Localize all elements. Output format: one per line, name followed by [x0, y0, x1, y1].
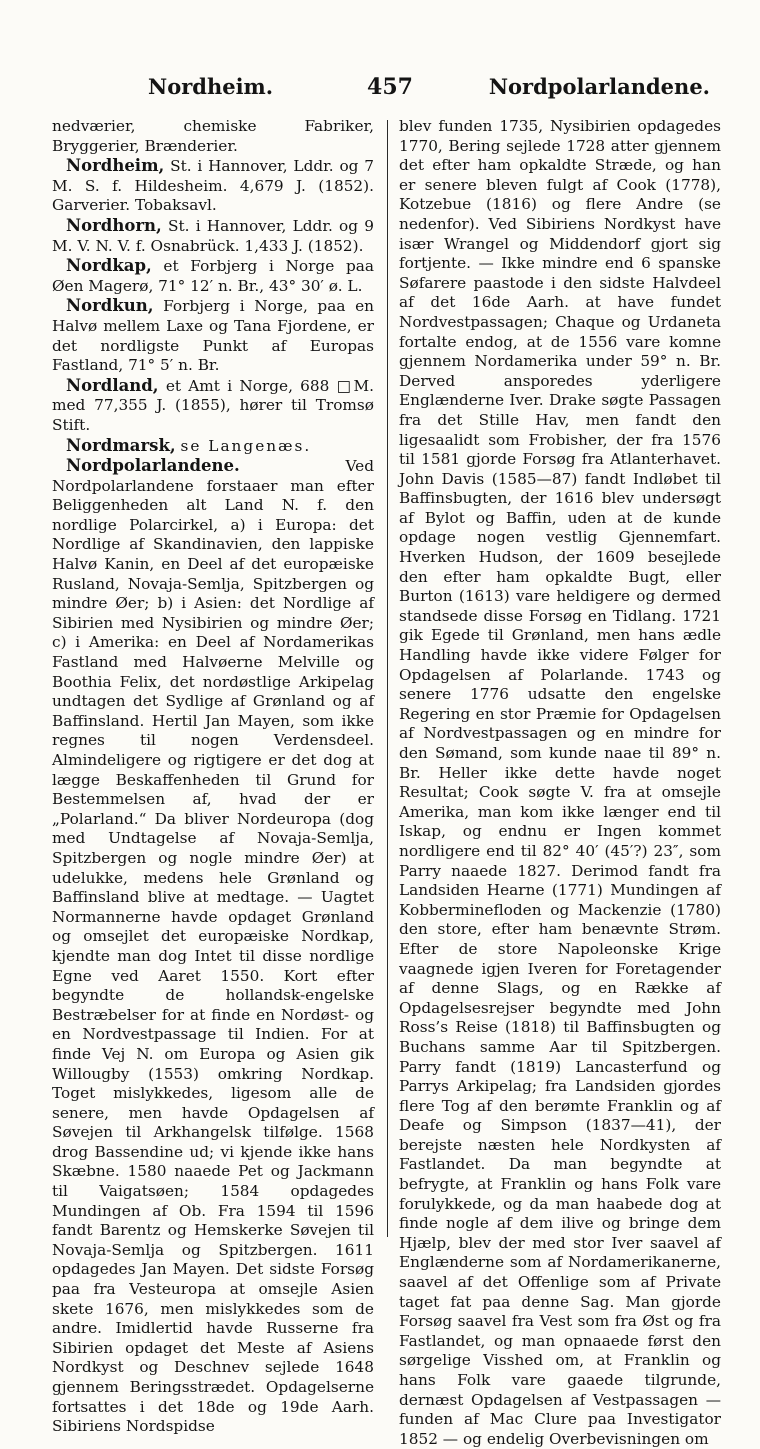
- entry-nordmarsk: [52, 436, 374, 457]
- entry-text: et Amt i Norge, 688 □M. med 77,355 J. (1855), hører til Tromsø Stift.: [52, 376, 374, 434]
- headword: Nordkun,: [66, 296, 154, 316]
- entry-continuation: blev funden 1735, Nysibirien opdagedes 1770, Bering sejlede 1728 atter gjennem det efter ham opkaldte Stræde, og han er senere bleven fulgt af Cook (1778), Kotzebue (1816) og flere Andre (se nedenfor). Ved Sibiriens Nordkyst have især Wrangel og Middendorf gjort sig fortjente. — Ikke mindre end 6 spanske Søfarere paastode i den sidste Halvdeel af det 16de Aarh. at have fundet Nordvestpassagen; Chaque og Urdaneta fortalte endog, at de 1556 vare komne gjennem Nordamerika under 59° n. Br. Derved ansporedes yderligere Englænderne Iver. Drake søgte Passagen fra det Stille Hav, men fandt den ligesaalidt som Frobisher, der fra 1576 til 1581 gjorde Forsøg fra Atlanterhavet. John Davis (1585—87) fandt Indløbet til Baffinsbugten, der 1616 blev undersøgt af Bylot og Baffin, uden at de kunde opdage nogen vestlig Gjennemfart. Hverken Hudson, der 1609 besejlede den efter ham opkaldte Bugt, eller Burton (1613) vare heldigere og dermed standsede disse Forsøg en Tidlang. 1721 gik Egede til Grønland, men hans ædle Handling havde ikke videre Følger for Opdagelsen af Polarlande. 1743 og senere 1776 udsatte den engelske Regering en stor Præmie for Opdagelsen af Nordvestpassagen og en mindre for den Sømand, som kunde naae til 89° n. Br. Heller ikke dette havde noget Resultat; Cook søgte V. fra at omsejle Amerika, man kom ikke længer end til Iskap, og endnu er Ingen kommet nordligere end til 82° 40′ (45′?) 23″, som Parry naaede 1827. Derimod fandt fra Landsiden Hearne (1771) Mundingen af Kobberminefloden og Mackenzie (1780) den store, efter ham benævnte Strøm. Efter de store Napoleonske Krige vaagnede igjen Iveren for Foretagender af denne Slags, og en Række af Opdagelsesrejser begyndte med John Ross’s Reise (1818) til Baffinsbugten og Buchans samme Aar til Spitzbergen. Parry fandt (1819) Lancasterfund og Parrys Arkipelag; fra Landsiden gjordes flere Tog af den berømte Franklin og af Deafe og Simpson (1837—41), der berejste næsten hele Nordkysten af Fastlandet. Da man begyndte at befrygte, at Franklin og hans Folk vare forulykkede, og da man haabede dog at finde nogle af dem ilive og bringe dem Hjælp, blev der med stor Iver saavel af Englænderne som af Nordamerikanerne, saavel af det Offenlige som af Private taget fat paa denne Sag. Man gjorde Forsøg saavel fra Vest som fra Øst og fra Fastlandet, og man opnaaede først den sørgelige Visshed om, at Franklin og hans Folk vare gaaede tilgrunde, dernæst Opdagelsen af Vestpassagen — funden af Mac Clure paa Investigator 1852 — og endelig Overbevisningen om: [399, 117, 721, 1448]
- column-divider: [387, 120, 388, 1237]
- entry-text: et Forbjerg i Norge paa Øen Magerø, 71° 12′ n. Br., 43° 30′ ø. L.: [52, 257, 374, 295]
- entry-nordpolarlandene: [52, 456, 374, 1437]
- headword: Nordheim,: [66, 156, 165, 176]
- page-number: 457: [367, 74, 413, 100]
- entry-nordkap: [52, 256, 374, 296]
- headword: Nordpolarlandene.: [66, 456, 240, 476]
- left-column: [52, 117, 374, 1437]
- headword: Nordhorn,: [66, 215, 162, 235]
- entry-nordland: [52, 376, 374, 436]
- entry-continuation: [52, 117, 374, 156]
- running-head-right: Nordpolarlandene.: [488, 74, 710, 99]
- entry-text: se Langenæs.: [180, 436, 312, 455]
- page-header: [60, 74, 720, 108]
- entry-text: St. i Hannover, Lddr. og 9 M. V. N. V. f. Osnabrück. 1,433 J. (1852).: [52, 216, 374, 255]
- entry-text: St. i Hannover, Lddr. og 7 M. S. f. Hildesheim. 4,679 J. (1852). Garverier. Tobaksavl.: [52, 157, 374, 215]
- entry-text: Forbjerg i Norge, paa en Halvø mellem Laxe og Tana Fjordene, er det nordligste Punkt af Europas Fastland, 71° 5′ n. Br.: [52, 297, 374, 375]
- headword: Nordkap,: [66, 256, 152, 276]
- entry-nordhorn: [52, 216, 374, 256]
- running-head-left: Nordheim.: [148, 74, 274, 99]
- headword: Nordland,: [66, 375, 159, 395]
- entry-text: nedværier, chemiske Fabriker, Bryggerier, Brænderier.: [52, 117, 374, 155]
- entry-nordkun: [52, 296, 374, 375]
- right-column: [399, 117, 721, 1449]
- entry-nordheim: [52, 156, 374, 216]
- headword: Nordmarsk,: [66, 435, 176, 455]
- entry-text: Ved Nordpolarlandene forstaaer man efter Beliggenheden alt Land N. f. den nordlige Polarcirkel, a) i Europa: det Nordlige af Skandinavien, den lappiske Halvø Kanin, en Deel af det europæiske Rusland, Novaja-Semlja, Spitzbergen og mindre Øer; b) i Asien: det Nordlige af Sibirien med Nysibirien og mindre Øer; c) i Amerika: en Deel af Nordamerikas Fastland med Halvøerne Melville og Boothia Felix, det nordøstlige Arkipelag undtagen det Sydlige af Grønland og af Baffinsland. Hertil Jan Mayen, som ikke regnes til nogen Verdensdeel. Almindeligere og rigtigere er det dog at lægge Beskaffenheden til Grund for Bestemmelsen af, hvad der er „Polarland.“ Da bliver Nordeuropa (dog med Undtagelse af Novaja-Semlja, Spitzbergen og nogle mindre Øer) at udelukke, medens hele Grønland og Baffinsland blive at medtage. — Uagtet Normannerne havde opdaget Grønland og omsejlet det europæiske Nordkap, kjendte man dog Intet til disse nordlige Egne ved Aaret 1550. Kort efter begyndte de hollandsk-engelske Bestræbelser for at finde en Nordøst- og en Nordvestpassage til Indien. For at finde Vej N. om Europa og Asien gik Willougby (1553) omkring Nordkap. Toget mislykkedes, ligesom alle de senere, men havde Opdagelsen af Søvejen til Arkhangelsk tilfølge. 1568 drog Bassendine ud; vi kjende ikke hans Skæbne. 1580 naaede Pet og Jackmann til Vaigatsøen; 1584 opdagedes Mundingen af Ob. Fra 1594 til 1596 fandt Barentz og Hemskerke Søvejen til Novaja-Semlja og Spitzbergen. 1611 opdagedes Jan Mayen. Det sidste Forsøg paa fra Vesteuropa at omsejle Asien skete 1676, men mislykkedes som de andre. Imidlertid havde Russerne fra Sibirien opdaget det Meste af Asiens Nordkyst og Deschnev sejlede 1648 gjennem Beringsstrædet. Opdagelserne fortsattes i det 18de og 19de Aarh. Sibiriens Nordspidse: [52, 457, 374, 1436]
